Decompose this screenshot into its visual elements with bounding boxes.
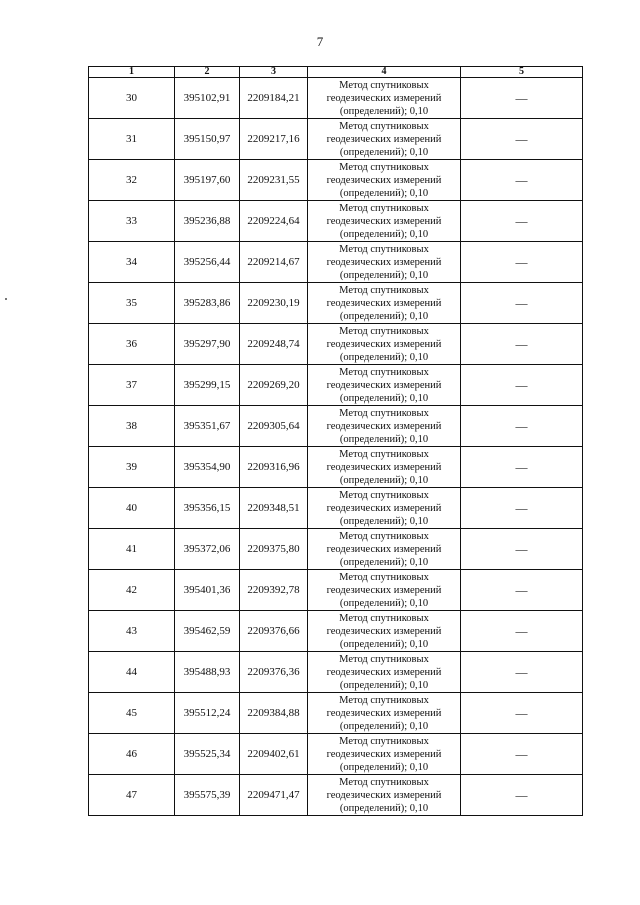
table-row xyxy=(89,365,583,406)
note-cell: — xyxy=(461,201,583,242)
column-header: 2 xyxy=(175,67,240,78)
note-cell: — xyxy=(461,365,583,406)
method-line: (определений); 0,10 xyxy=(339,515,429,527)
point-number-cell: 39 xyxy=(89,447,175,488)
method-line: (определений); 0,10 xyxy=(339,720,429,732)
x-coordinate-cell: 395256,44 xyxy=(175,242,240,283)
method-cell xyxy=(308,119,461,160)
y-coordinate-cell: 2209214,67 xyxy=(240,242,308,283)
method-cell xyxy=(308,365,461,406)
column-header: 4 xyxy=(308,67,461,78)
point-number-cell: 44 xyxy=(89,652,175,693)
method-line: Метод спутниковых xyxy=(339,407,429,419)
x-coordinate-cell: 395297,90 xyxy=(175,324,240,365)
point-number-cell: 36 xyxy=(89,324,175,365)
table-row xyxy=(89,775,583,816)
method-line: Метод спутниковых xyxy=(339,79,429,91)
y-coordinate-cell: 2209316,96 xyxy=(240,447,308,488)
method-line: геодезических измерений xyxy=(326,420,442,432)
x-coordinate-cell: 395401,36 xyxy=(175,570,240,611)
method-cell xyxy=(308,406,461,447)
point-number-cell: 40 xyxy=(89,488,175,529)
y-coordinate-cell: 2209376,36 xyxy=(240,652,308,693)
method-line: (определений); 0,10 xyxy=(339,146,429,158)
point-number-cell: 38 xyxy=(89,406,175,447)
note-cell: — xyxy=(461,119,583,160)
table-header-row xyxy=(89,67,583,78)
y-coordinate-cell: 2209384,88 xyxy=(240,693,308,734)
note-cell: — xyxy=(461,775,583,816)
x-coordinate-cell: 395354,90 xyxy=(175,447,240,488)
table-row xyxy=(89,652,583,693)
method-line: (определений); 0,10 xyxy=(339,269,429,281)
point-number-cell: 35 xyxy=(89,283,175,324)
y-coordinate-cell: 2209269,20 xyxy=(240,365,308,406)
method-line: Метод спутниковых xyxy=(339,571,429,583)
coordinates-table xyxy=(88,66,583,816)
point-number-cell: 37 xyxy=(89,365,175,406)
method-line: (определений); 0,10 xyxy=(339,761,429,773)
x-coordinate-cell: 395372,06 xyxy=(175,529,240,570)
x-coordinate-cell: 395236,88 xyxy=(175,201,240,242)
method-line: геодезических измерений xyxy=(326,748,442,760)
method-cell xyxy=(308,201,461,242)
note-cell: — xyxy=(461,570,583,611)
x-coordinate-cell: 395575,39 xyxy=(175,775,240,816)
y-coordinate-cell: 2209230,19 xyxy=(240,283,308,324)
method-cell xyxy=(308,324,461,365)
y-coordinate-cell: 2209217,16 xyxy=(240,119,308,160)
method-line: (определений); 0,10 xyxy=(339,310,429,322)
method-line: геодезических измерений xyxy=(326,666,442,678)
method-line: геодезических измерений xyxy=(326,297,442,309)
method-line: Метод спутниковых xyxy=(339,776,429,788)
method-cell xyxy=(308,693,461,734)
table-row xyxy=(89,611,583,652)
table-body xyxy=(89,78,583,816)
method-line: Метод спутниковых xyxy=(339,325,429,337)
table-row xyxy=(89,406,583,447)
point-number-cell: 32 xyxy=(89,160,175,201)
table-row xyxy=(89,324,583,365)
method-line: Метод спутниковых xyxy=(339,202,429,214)
y-coordinate-cell: 2209248,74 xyxy=(240,324,308,365)
note-cell: — xyxy=(461,652,583,693)
method-cell xyxy=(308,611,461,652)
method-line: геодезических измерений xyxy=(326,92,442,104)
method-cell xyxy=(308,734,461,775)
x-coordinate-cell: 395525,34 xyxy=(175,734,240,775)
method-line: (определений); 0,10 xyxy=(339,638,429,650)
method-cell xyxy=(308,242,461,283)
method-line: Метод спутниковых xyxy=(339,653,429,665)
method-line: геодезических измерений xyxy=(326,338,442,350)
column-header: 1 xyxy=(89,67,175,78)
method-line: Метод спутниковых xyxy=(339,530,429,542)
point-number-cell: 33 xyxy=(89,201,175,242)
method-cell xyxy=(308,447,461,488)
method-line: геодезических измерений xyxy=(326,584,442,596)
point-number-cell: 42 xyxy=(89,570,175,611)
y-coordinate-cell: 2209348,51 xyxy=(240,488,308,529)
x-coordinate-cell: 395283,86 xyxy=(175,283,240,324)
method-line: геодезических измерений xyxy=(326,174,442,186)
y-coordinate-cell: 2209392,78 xyxy=(240,570,308,611)
note-cell: — xyxy=(461,242,583,283)
y-coordinate-cell: 2209305,64 xyxy=(240,406,308,447)
x-coordinate-cell: 395351,67 xyxy=(175,406,240,447)
note-cell: — xyxy=(461,734,583,775)
method-line: (определений); 0,10 xyxy=(339,679,429,691)
table-row xyxy=(89,119,583,160)
x-coordinate-cell: 395299,15 xyxy=(175,365,240,406)
method-line: Метод спутниковых xyxy=(339,612,429,624)
method-cell xyxy=(308,652,461,693)
margin-mark xyxy=(5,298,7,300)
method-cell xyxy=(308,78,461,119)
note-cell: — xyxy=(461,160,583,201)
table-row xyxy=(89,283,583,324)
table-row xyxy=(89,734,583,775)
method-line: Метод спутниковых xyxy=(339,120,429,132)
column-header: 5 xyxy=(461,67,583,78)
column-header: 3 xyxy=(240,67,308,78)
table-row xyxy=(89,529,583,570)
point-number-cell: 47 xyxy=(89,775,175,816)
method-line: Метод спутниковых xyxy=(339,243,429,255)
method-line: геодезических измерений xyxy=(326,215,442,227)
y-coordinate-cell: 2209224,64 xyxy=(240,201,308,242)
method-line: геодезических измерений xyxy=(326,379,442,391)
method-line: геодезических измерений xyxy=(326,625,442,637)
method-line: геодезических измерений xyxy=(326,789,442,801)
point-number-cell: 43 xyxy=(89,611,175,652)
page-number: 7 xyxy=(316,34,324,49)
method-line: (определений); 0,10 xyxy=(339,556,429,568)
note-cell: — xyxy=(461,324,583,365)
note-cell: — xyxy=(461,406,583,447)
x-coordinate-cell: 395197,60 xyxy=(175,160,240,201)
method-cell xyxy=(308,160,461,201)
x-coordinate-cell: 395462,59 xyxy=(175,611,240,652)
table-row xyxy=(89,242,583,283)
method-line: Метод спутниковых xyxy=(339,448,429,460)
method-line: Метод спутниковых xyxy=(339,284,429,296)
y-coordinate-cell: 2209375,80 xyxy=(240,529,308,570)
table-row xyxy=(89,201,583,242)
method-line: (определений); 0,10 xyxy=(339,474,429,486)
method-line: геодезических измерений xyxy=(326,256,442,268)
point-number-cell: 34 xyxy=(89,242,175,283)
method-line: (определений); 0,10 xyxy=(339,187,429,199)
note-cell: — xyxy=(461,693,583,734)
method-cell xyxy=(308,283,461,324)
method-line: Метод спутниковых xyxy=(339,735,429,747)
note-cell: — xyxy=(461,611,583,652)
note-cell: — xyxy=(461,78,583,119)
point-number-cell: 30 xyxy=(89,78,175,119)
table-row xyxy=(89,570,583,611)
note-cell: — xyxy=(461,283,583,324)
point-number-cell: 46 xyxy=(89,734,175,775)
method-line: (определений); 0,10 xyxy=(339,351,429,363)
method-line: (определений); 0,10 xyxy=(339,597,429,609)
method-cell xyxy=(308,488,461,529)
method-cell xyxy=(308,570,461,611)
method-line: (определений); 0,10 xyxy=(339,105,429,117)
method-line: (определений); 0,10 xyxy=(339,433,429,445)
point-number-cell: 45 xyxy=(89,693,175,734)
method-line: Метод спутниковых xyxy=(339,161,429,173)
x-coordinate-cell: 395102,91 xyxy=(175,78,240,119)
method-cell xyxy=(308,775,461,816)
method-line: (определений); 0,10 xyxy=(339,802,429,814)
table-row xyxy=(89,78,583,119)
y-coordinate-cell: 2209231,55 xyxy=(240,160,308,201)
x-coordinate-cell: 395512,24 xyxy=(175,693,240,734)
method-line: геодезических измерений xyxy=(326,543,442,555)
table-row xyxy=(89,160,583,201)
table-row xyxy=(89,488,583,529)
method-line: Метод спутниковых xyxy=(339,694,429,706)
method-line: геодезических измерений xyxy=(326,502,442,514)
note-cell: — xyxy=(461,488,583,529)
y-coordinate-cell: 2209184,21 xyxy=(240,78,308,119)
x-coordinate-cell: 395488,93 xyxy=(175,652,240,693)
note-cell: — xyxy=(461,529,583,570)
method-line: (определений); 0,10 xyxy=(339,228,429,240)
y-coordinate-cell: 2209376,66 xyxy=(240,611,308,652)
method-cell xyxy=(308,529,461,570)
method-line: (определений); 0,10 xyxy=(339,392,429,404)
x-coordinate-cell: 395150,97 xyxy=(175,119,240,160)
method-line: геодезических измерений xyxy=(326,461,442,473)
method-line: Метод спутниковых xyxy=(339,489,429,501)
point-number-cell: 31 xyxy=(89,119,175,160)
table-row xyxy=(89,447,583,488)
y-coordinate-cell: 2209471,47 xyxy=(240,775,308,816)
table-row xyxy=(89,693,583,734)
method-line: геодезических измерений xyxy=(326,133,442,145)
method-line: Метод спутниковых xyxy=(339,366,429,378)
method-line: геодезических измерений xyxy=(326,707,442,719)
x-coordinate-cell: 395356,15 xyxy=(175,488,240,529)
y-coordinate-cell: 2209402,61 xyxy=(240,734,308,775)
point-number-cell: 41 xyxy=(89,529,175,570)
note-cell: — xyxy=(461,447,583,488)
